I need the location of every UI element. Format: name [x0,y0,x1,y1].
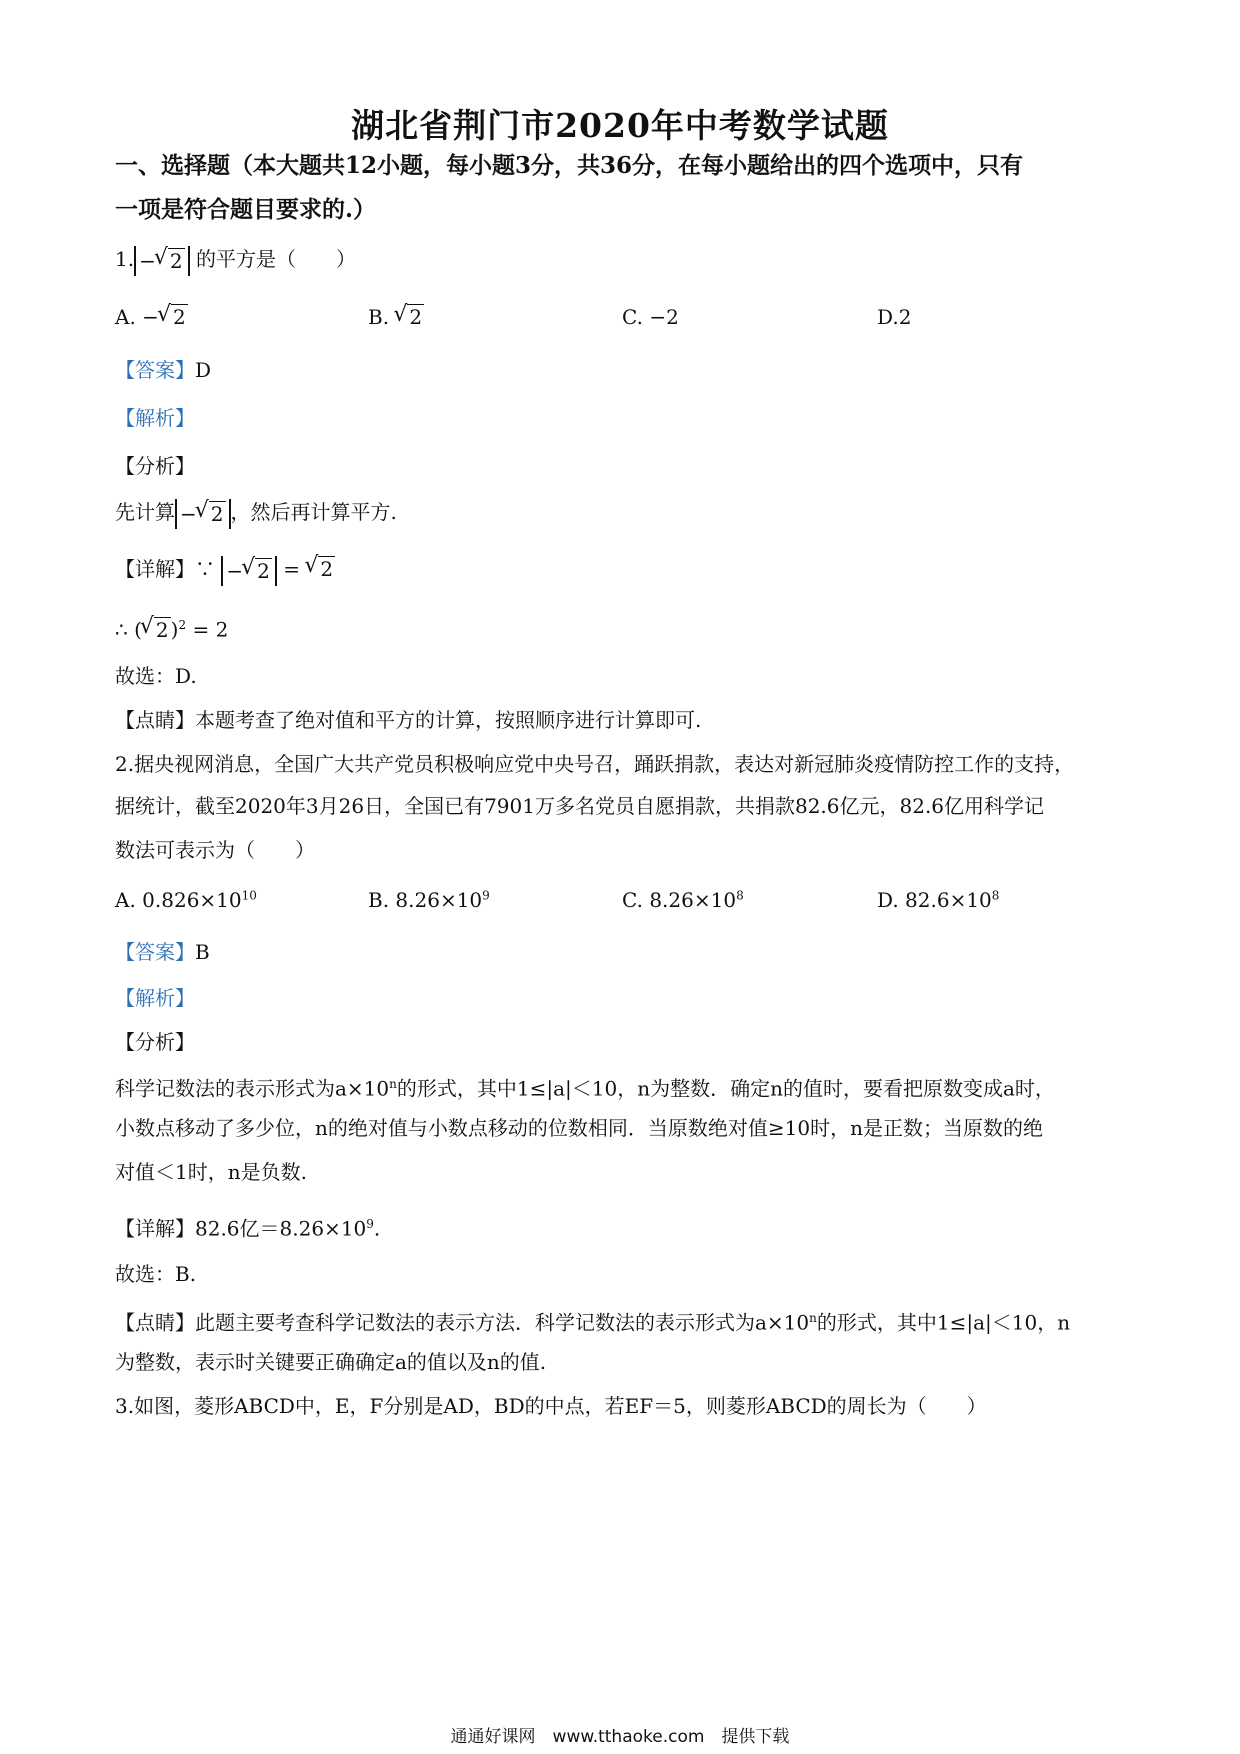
q2-fenxi-line2: 小数点移动了多少位，n的绝对值与小数点移动的位数相同．当原数绝对值≥10时，n是正数；当原数的绝 [115,1116,1043,1140]
q1-detail-tag: 【详解】 [115,557,195,581]
q1-minus: − [139,248,156,273]
q2-detail-exponent: 9 [366,1217,374,1231]
page-title: 湖北省荆门市2020年中考数学试题 [351,106,889,145]
q1-fenxi-pre: 先计算 [115,500,175,524]
q2-fenxi-l1-exponent: n [389,1077,397,1091]
q1-stem-tail: 的平方是（ ） [195,247,356,271]
q2-stem-line3: 数法可表示为（ ） [115,838,315,862]
q2-answer-value: B [195,940,210,964]
q2-fenxi-line3: 对值＜1时，n是负数. [115,1160,307,1184]
q2-answer-tag: 【答案】 [115,940,195,964]
q1-option-b-radical [395,305,424,329]
q1-detail-abs [221,556,277,586]
q1-detail-result-radical [306,555,335,583]
q2-fenxi-l1-b: 的形式，其中1≤|a|＜10，n为整数．确定n的值时，要看把原数变成a时， [396,1076,1055,1101]
q2-option-b-exponent: 9 [482,888,490,903]
q2-option-c-label: C. [622,888,643,912]
q2-option-d [877,888,999,912]
q1-option-d-label: D. [877,305,899,329]
q2-answer [115,938,1135,966]
q1-option-b-radicand: 2 [409,305,423,329]
q1-answer-value: D [195,358,212,382]
q2-option-b-label: B. [368,888,390,912]
q1-therefore-radical [142,616,171,644]
q2-fenxi-line1 [115,1070,1135,1103]
q2-fenxi-tag: 【分析】 [115,1030,195,1054]
q1-fenxi-post: ，然后再计算平方. [230,500,397,524]
q1-guxuan: 故选：D. [115,664,197,688]
q2-detail [115,1210,1135,1243]
q2-option-c-base: 8.26×10 [649,888,737,912]
q2-option-c-exponent: 8 [736,888,744,903]
q1-option-a-sign: − [142,305,159,329]
q1-jiexi-tag: 【解析】 [115,406,195,430]
q1-number: 1. [115,247,135,271]
q1-option-d [877,305,911,329]
q1-fenxi-tag: 【分析】 [115,454,195,478]
q2-jiexi-tag: 【解析】 [115,986,195,1010]
q1-detail [115,555,1135,586]
q1-therefore: ∴ (√ 2 )$^2$ = 2 [115,611,1135,644]
q1-fenxi-radical [197,499,226,529]
q2-stem-line2: 据统计，截至2020年3月26日，全国已有7901万多名党员自愿捐款，共捐款82.6亿元，82.6亿用科学记 [115,794,1045,818]
q2-dianjing-l1-exponent: n [809,1311,817,1325]
q2-fenxi-l1-a: 科学记数法的表示形式为a×10 [115,1076,390,1101]
q2-option-b [368,888,490,912]
q2-option-d-exponent: 8 [991,888,1000,903]
q2-option-a [115,888,257,912]
q2-dianjing-line1 [115,1304,1135,1337]
q1-option-a-radical [159,305,188,329]
q1-fenxi-radicand: 2 [210,501,224,526]
q1-option-c-label: C. [622,305,643,329]
q2-dianjing-l1-b: 的形式，其中1≤|a|＜10，n [816,1310,1071,1335]
q3-stem-line1: 3.如图，菱形ABCD中，E，F分别是AD，BD的中点，若EF＝5，则菱形ABCD的周长为（ ） [115,1394,987,1418]
q2-option-a-exponent: 10 [241,888,257,903]
q1-fenxi-text [115,498,1135,529]
q2-option-a-label: A. [115,888,136,912]
q1-answer-tag: 【答案】 [115,358,195,382]
section-heading-line1: 一、选择题（本大题共12小题，每小题3分，共36分，在每小题给出的四个选项中，只有 [115,152,1024,179]
q2-dianjing-tag: 【点睛】 [115,1310,195,1335]
q1-detail-minus: − [226,558,244,583]
q1-detail-equals: = [283,557,300,581]
q2-dianjing-line2: 为整数，表示时关键要正确确定a的值以及n的值. [115,1350,547,1374]
q2-option-d-base: 82.6×10 [905,888,992,912]
q1-radicand: 2 [169,248,183,273]
q2-detail-b: . [373,1216,381,1241]
q1-detail-radical [243,556,272,586]
section-heading-line2: 一项是符合题目要求的.） [115,196,377,223]
q1-therefore-result: = 2 [192,617,229,642]
q1-dianjing-text: 本题考查了绝对值和平方的计算，按照顺序进行计算即可. [195,708,702,732]
q1-dianjing-tag: 【点睛】 [115,708,195,732]
q1-option-b [368,305,424,329]
q1-option-a [115,305,188,329]
q2-dianjing-l1-a: 此题主要考查科学记数法的表示方法．科学记数法的表示形式为a×10 [195,1310,810,1335]
q2-option-a-base: 0.826×10 [142,888,242,912]
q2-option-d-label: D. [877,888,899,912]
q2-guxuan: 故选：B. [115,1262,197,1286]
q1-dianjing [115,706,1135,734]
q2-detail-tag: 【详解】 [115,1216,195,1241]
q1-option-b-label: B. [368,305,390,329]
footer-source[interactable]: 通通好课网 www.tthaoke.com 提供下载 [450,1727,790,1747]
q2-option-c [622,888,744,912]
q1-stem [115,245,1135,276]
q2-option-b-base: 8.26×10 [395,888,483,912]
q1-detail-result-radicand: 2 [320,557,334,581]
q1-answer [115,356,1135,384]
q2-stem-line1: 2.据央视网消息，全国广大共产党员积极响应党中央号召，踊跃捐款，表达对新冠肺炎疫情防控工作的支持， [115,752,1075,776]
q1-fenxi-minus: − [180,501,197,526]
q1-fenxi-abs [175,499,231,529]
q1-therefore-symbol: ∴ [115,617,128,642]
q1-option-c-value: −2 [649,305,679,329]
q1-radical [156,246,185,276]
q1-abs-expression [134,246,190,276]
q1-therefore-radicand: 2 [155,617,169,642]
q2-detail-a: 82.6亿＝8.26×10 [195,1216,367,1241]
q1-option-c [622,305,679,329]
q1-option-a-label: A. [115,305,136,329]
q1-because-symbol: ∵ [195,557,215,581]
q1-option-a-radicand: 2 [172,305,186,329]
q1-detail-radicand: 2 [257,558,270,583]
q1-option-d-value: 2 [898,305,912,329]
